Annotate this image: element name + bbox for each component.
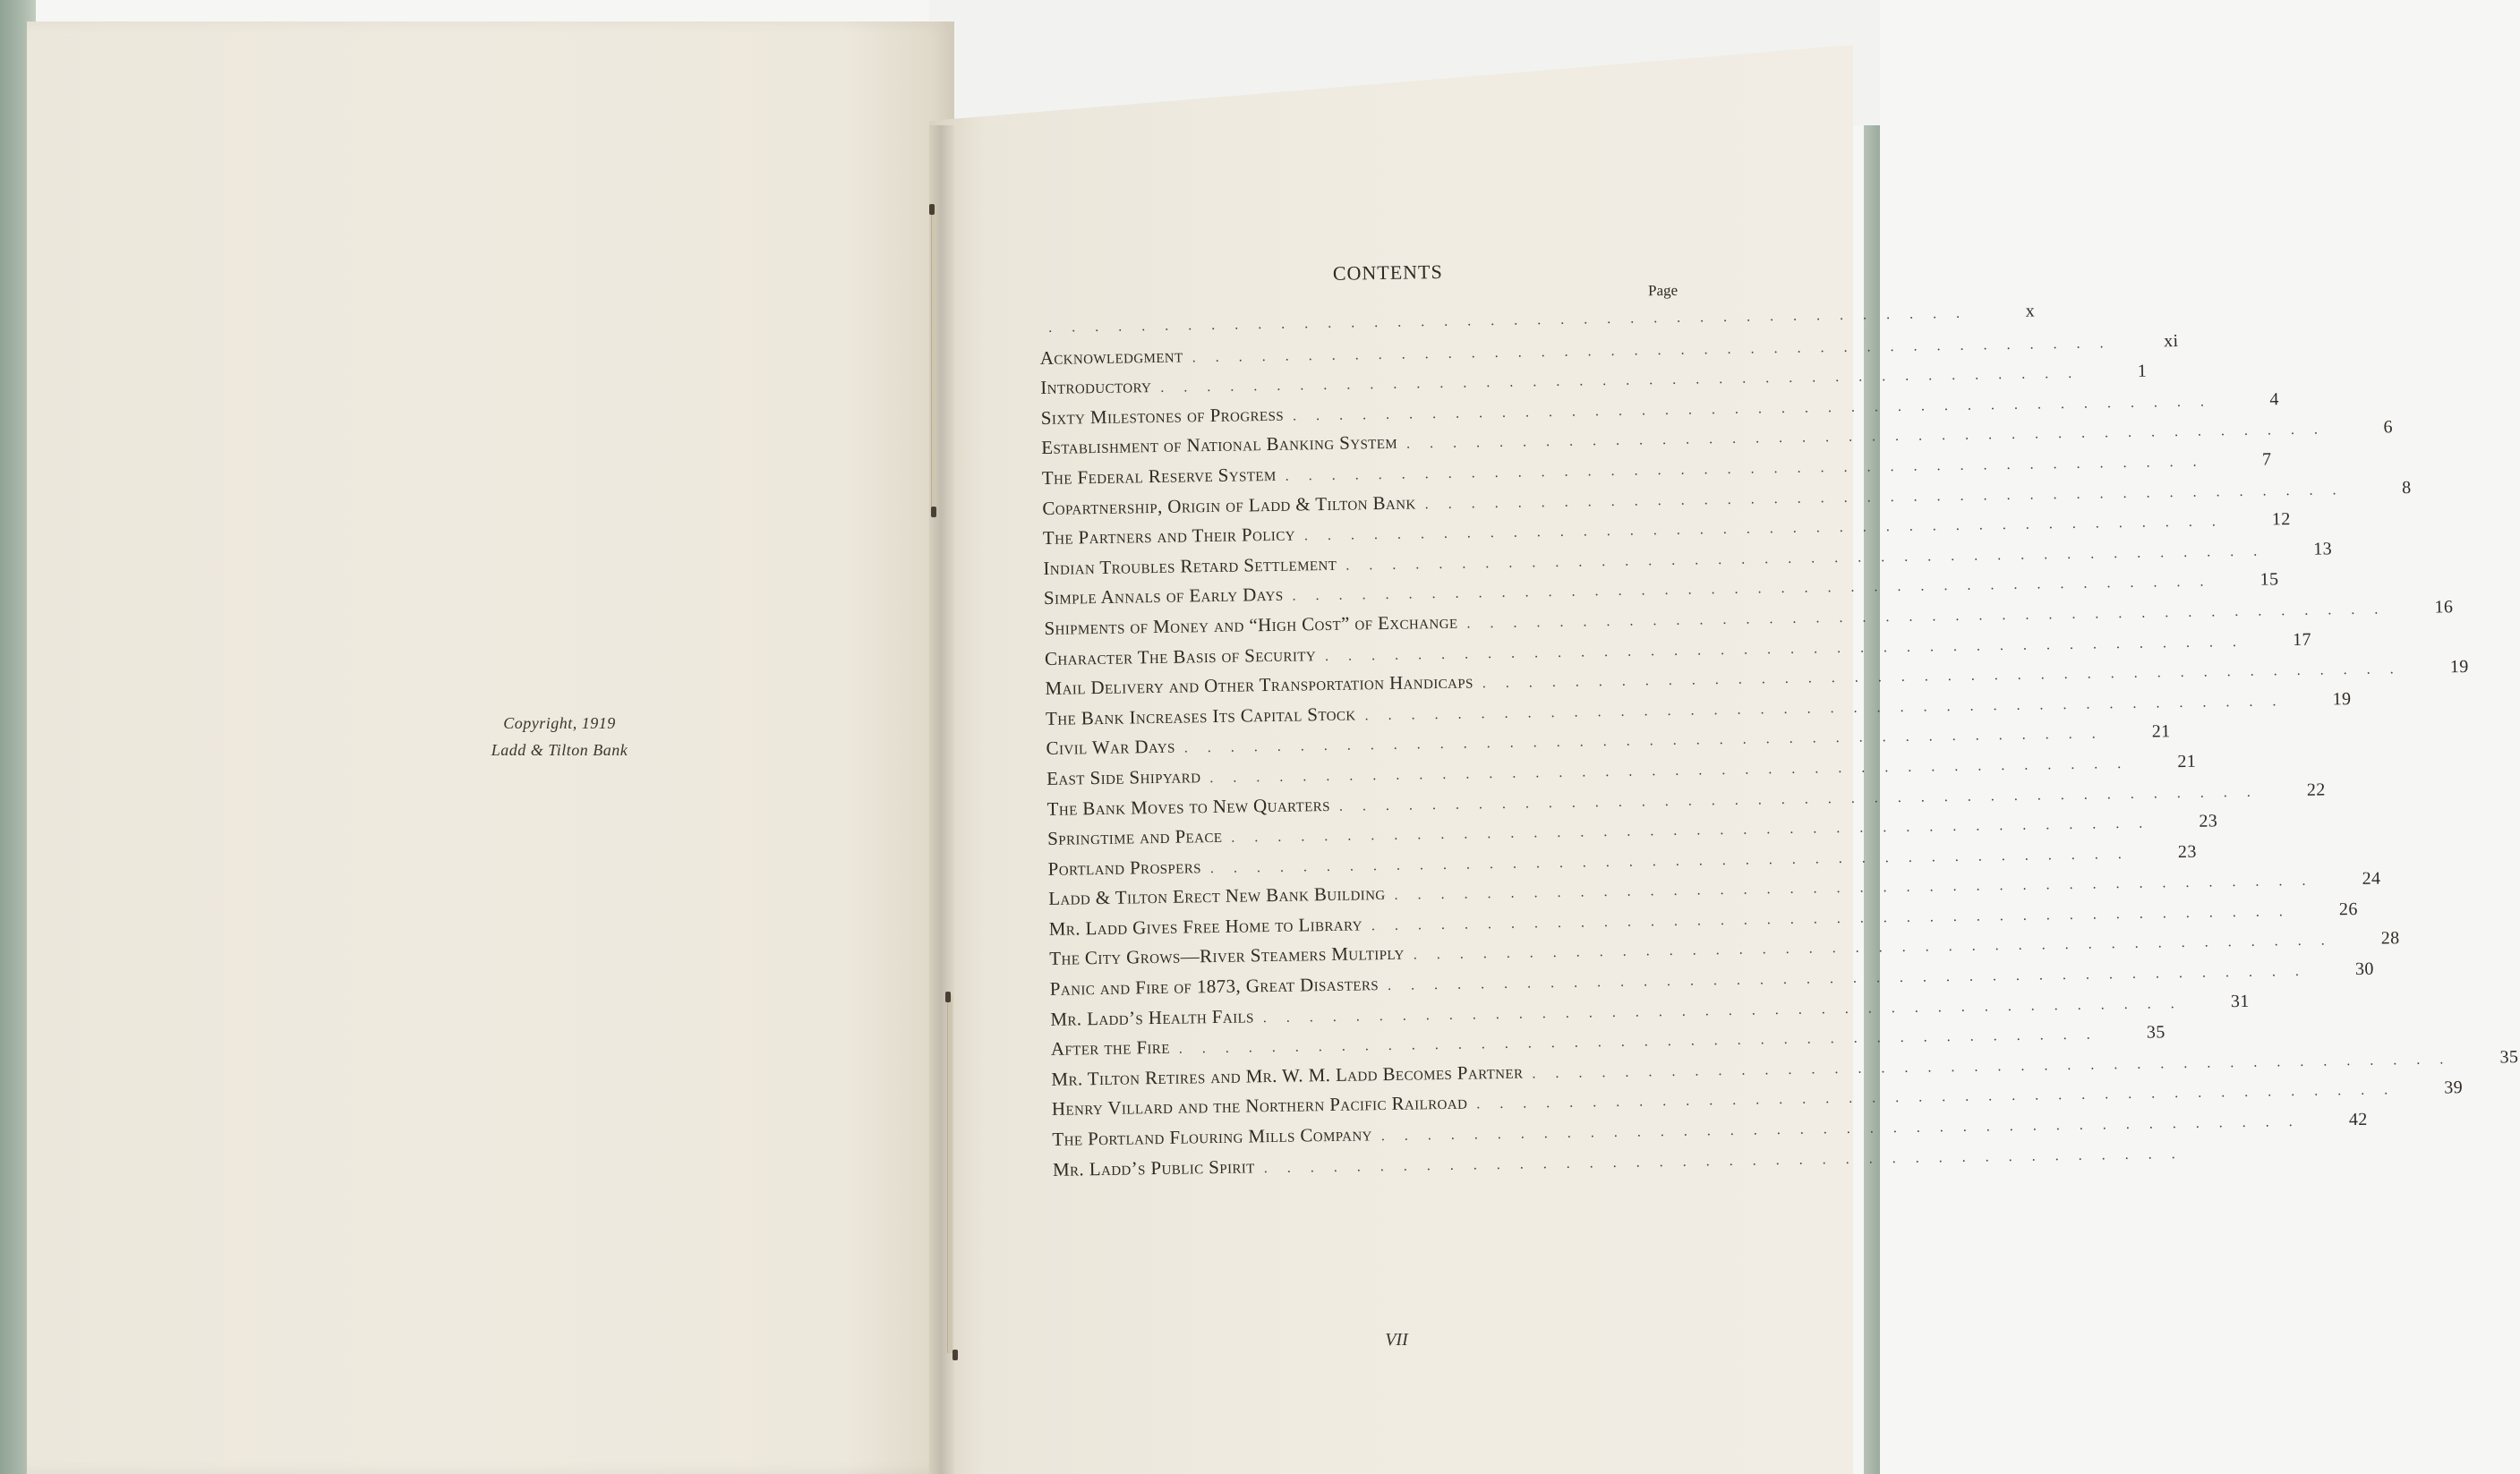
toc-entry-page-number: 19 <box>2332 688 2352 710</box>
toc-dot-leader: ........................................ <box>1192 335 2123 365</box>
table-of-contents <box>1038 249 2519 1180</box>
toc-entry-title: The Bank Moves to New Quarters <box>1046 793 1331 820</box>
toc-dot-leader: ........................................ <box>1394 873 2326 904</box>
toc-entry-page-number: 24 <box>2362 868 2381 890</box>
toc-entry-page-number: x <box>2025 301 2036 321</box>
toc-entry-page-number: 22 <box>2306 779 2326 800</box>
toc-entry-title: Copartnership, Origin of Ladd & Tilton Bank <box>1042 490 1416 519</box>
toc-dot-leader: ........................................ <box>1303 514 2235 544</box>
toc-entry-title: Henry Villard and the Northern Pacific Railroad <box>1051 1092 1468 1120</box>
toc-dot-leader: ........................................ <box>1209 755 2141 786</box>
toc-dot-leader: ........................................ <box>1324 634 2257 664</box>
toc-entry-title: Acknowledgment <box>1039 345 1183 369</box>
toc-entry-title: The Bank Increases Its Capital Stock <box>1045 703 1356 729</box>
toc-dot-leader: ........................................ <box>1387 963 2319 994</box>
toc-dot-leader: ........................................ <box>1263 1146 2195 1176</box>
toc-entry-title: Panic and Fire of 1873, Great Disasters <box>1049 973 1380 1000</box>
toc-dot-leader: ........................................ <box>1345 543 2277 574</box>
toc-dot-leader: ........................................ <box>1424 481 2356 512</box>
toc-entry-title: Mail Delivery and Other Transportation Handicaps <box>1045 670 1474 700</box>
toc-dot-leader: ........................................ <box>1476 1082 2408 1112</box>
toc-dot-leader: ........................................ <box>1160 365 2092 396</box>
toc-entry-page-number: 42 <box>2348 1109 2368 1130</box>
binding-knot-lower-bottom <box>952 1350 958 1360</box>
toc-dot-leader: ........................................ <box>1405 422 2338 452</box>
toc-entry-title: Mr. Ladd’s Public Spirit <box>1052 1154 1255 1180</box>
toc-entry-title: The City Grows—River Steamers Multiply <box>1049 942 1405 970</box>
toc-entry-page-number: 21 <box>2151 721 2171 742</box>
toc-dot-leader: ........................................ <box>1371 903 2302 934</box>
toc-entry-page-number: 35 <box>2499 1046 2519 1068</box>
toc-dot-leader: ........................................ <box>1231 815 2163 846</box>
toc-entry-title: Character The Basis of Security <box>1044 643 1317 669</box>
toc-entry-page-number <box>2204 1156 2251 1157</box>
toc-dot-leader: ........................................ <box>1183 726 2115 756</box>
toc-entry-page-number: 21 <box>2177 751 2197 771</box>
toc-dot-leader: ........................................ <box>1413 933 2345 963</box>
toc-entry-page-number: 26 <box>2338 899 2358 920</box>
copyright-notice <box>448 710 671 763</box>
toc-entry-page-number: 23 <box>2199 811 2218 831</box>
toc-entry-title: The Federal Reserve System <box>1041 463 1277 489</box>
contents-heading: CONTENTS <box>1332 260 1443 285</box>
page-column-label: Page <box>1647 281 1679 300</box>
copyright-year-line: Copyright, 1919 <box>503 714 616 732</box>
toc-dot-leader: ........................................ <box>1338 783 2270 814</box>
toc-dot-leader: ........................................ <box>1262 995 2194 1026</box>
toc-entry-title: Mr. Ladd’s Health Fails <box>1050 1004 1254 1030</box>
toc-entry-page-number: 31 <box>2230 991 2250 1011</box>
toc-entry-title: After the Fire <box>1050 1036 1170 1061</box>
toc-entry-title: Ladd & Tilton Erect New Bank Building <box>1048 882 1386 910</box>
toc-entry-title: Establishment of National Banking System <box>1041 431 1398 459</box>
toc-entry-title: Mr. Tilton Retires and Mr. W. M. Ladd Becomes Partner <box>1051 1061 1524 1090</box>
toc-entry-title: Introductory <box>1040 375 1152 399</box>
toc-dot-leader: ........................................ <box>1285 454 2217 484</box>
toc-entry-title: Shipments of Money and “High Cost” of Exchange <box>1044 610 1458 639</box>
toc-dot-leader: ........................................ <box>1048 305 1980 336</box>
toc-dot-leader: ........................................ <box>1466 601 2398 632</box>
toc-dot-leader: ........................................ <box>1292 394 2225 424</box>
toc-entry-page-number: 7 <box>2261 449 2272 470</box>
toc-dot-leader: ........................................ <box>1178 1027 2110 1057</box>
toc-entry-page-number: 19 <box>2449 657 2469 677</box>
toc-entry-page-number: 39 <box>2444 1078 2464 1098</box>
toc-entry-page-number: 28 <box>2380 928 2400 950</box>
toc-entry-title: Indian Troubles Retard Settlement <box>1043 552 1337 579</box>
toc-entry-page-number: 16 <box>2434 597 2454 618</box>
toc-dot-leader: ........................................ <box>1482 661 2413 692</box>
binding-stitch-lower <box>947 995 952 1353</box>
toc-dot-leader: ........................................ <box>1292 574 2224 604</box>
toc-entry-page-number: 6 <box>2383 417 2394 438</box>
toc-entry-title: Civil War Days <box>1046 735 1175 760</box>
toc-dot-leader: ........................................ <box>1209 846 2141 876</box>
toc-entry-page-number: xi <box>2163 330 2179 351</box>
toc-entry-page-number: 23 <box>2177 841 2197 862</box>
toc-entry-title: Portland Prospers <box>1047 855 1202 880</box>
toc-entry-title: The Portland Flouring Mills Company <box>1052 1123 1373 1150</box>
toc-entry-title: Sixty Milestones of Progress <box>1040 403 1285 429</box>
toc-entry-page-number: 17 <box>2292 629 2312 650</box>
binding-knot-upper-bottom <box>931 507 936 517</box>
copyright-holder-line: Ladd & Tilton Bank <box>491 741 628 759</box>
toc-dot-leader: ........................................ <box>1364 693 2296 724</box>
binding-knot-upper-top <box>929 204 935 215</box>
toc-entry-page-number: 12 <box>2271 509 2291 530</box>
toc-entry-title: Mr. Ladd Gives Free Home to Library <box>1048 913 1363 940</box>
toc-entry-page-number: 35 <box>2146 1022 2165 1043</box>
toc-entry-page-number: 1 <box>2137 361 2148 381</box>
toc-entry-page-number: 4 <box>2269 389 2280 410</box>
binding-knot-lower-top <box>945 992 951 1002</box>
binding-stitch-upper <box>931 208 936 512</box>
toc-entry-title: East Side Shipyard <box>1046 765 1201 789</box>
toc-dot-leader: ........................................ <box>1380 1113 2312 1145</box>
toc-entry-title: Springtime and Peace <box>1046 824 1223 850</box>
toc-entry-page-number: 13 <box>2313 539 2333 559</box>
page-folio: VII <box>1385 1330 1408 1350</box>
toc-entry-page-number: 15 <box>2259 569 2279 590</box>
toc-entry-page-number: 8 <box>2401 477 2412 498</box>
toc-entries <box>1039 301 2519 1189</box>
toc-entry-title: The Partners and Their Policy <box>1042 523 1296 550</box>
toc-entry-page-number: 30 <box>2354 959 2375 980</box>
toc-entry-title: Simple Annals of Early Days <box>1043 584 1284 609</box>
toc-dot-leader: ........................................ <box>1532 1051 2464 1082</box>
